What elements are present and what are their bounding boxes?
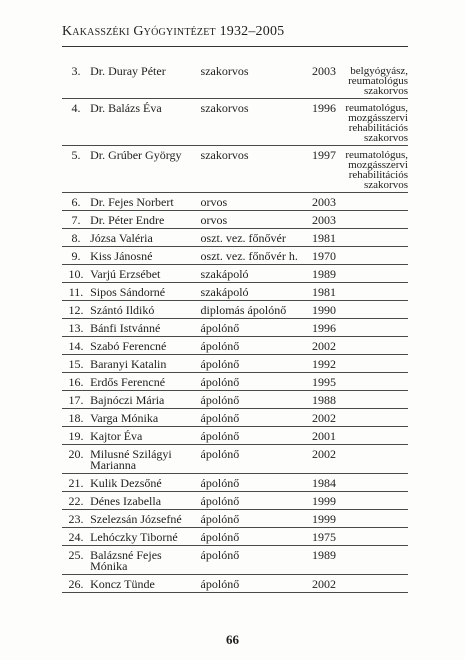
row-name: Lehóczky Tiborné: [90, 528, 200, 546]
table-row: [62, 492, 408, 510]
row-name: Bánfi Istvánné: [90, 319, 200, 337]
row-number: 10.: [62, 265, 90, 283]
table-row: [62, 546, 408, 575]
row-note: [345, 575, 408, 593]
row-number: 21.: [62, 474, 90, 492]
row-role: ápolónő: [201, 391, 303, 409]
row-number: 14.: [62, 337, 90, 355]
table-row: [62, 193, 408, 211]
running-header: [62, 24, 284, 40]
row-note: belgyógyász, reumatológus szakorvos: [345, 62, 408, 99]
row-number: 7.: [62, 211, 90, 229]
row-number: 13.: [62, 319, 90, 337]
row-number: 5.: [62, 146, 90, 193]
row-role: szakorvos: [201, 146, 303, 193]
row-number: 26.: [62, 575, 90, 593]
row-year: 1999: [303, 492, 346, 510]
table-row: [62, 474, 408, 492]
row-name: Baranyi Katalin: [90, 355, 200, 373]
row-number: 24.: [62, 528, 90, 546]
row-number: 25.: [62, 546, 90, 575]
header-years: 1932–2005: [219, 24, 285, 39]
row-role: oszt. vez. főnővér: [201, 229, 303, 247]
table-row: [62, 99, 408, 146]
row-name: Dr. Grúber György: [90, 146, 200, 193]
row-role: szakorvos: [201, 99, 303, 146]
row-note: [345, 492, 408, 510]
row-role: ápolónő: [201, 445, 303, 474]
row-year: 1988: [303, 391, 346, 409]
row-role: szakorvos: [201, 62, 303, 99]
row-number: 6.: [62, 193, 90, 211]
row-year: 1999: [303, 510, 346, 528]
row-note: [345, 193, 408, 211]
staff-table: [62, 62, 408, 593]
row-role: ápolónő: [201, 575, 303, 593]
row-note: [345, 528, 408, 546]
row-name: Balázsné Fejes Mónika: [90, 546, 200, 575]
row-name: Szabó Ferencné: [90, 337, 200, 355]
row-number: 8.: [62, 229, 90, 247]
row-number: 17.: [62, 391, 90, 409]
table-row: [62, 247, 408, 265]
row-role: ápolónő: [201, 528, 303, 546]
row-note: [345, 265, 408, 283]
row-year: 2002: [303, 445, 346, 474]
row-note: [345, 373, 408, 391]
header-title: Kakasszéki Gyógyintézet: [62, 24, 216, 39]
row-year: 2002: [303, 337, 346, 355]
row-year: 2001: [303, 427, 346, 445]
row-name: Dr. Péter Endre: [90, 211, 200, 229]
row-note: reumatológus, mozgásszervi rehabilitációs szakorvos: [345, 146, 408, 193]
row-year: 1981: [303, 283, 346, 301]
table-row: [62, 265, 408, 283]
row-name: Milusné Szilágyi Marianna: [90, 445, 200, 474]
row-role: szakápoló: [201, 283, 303, 301]
row-number: 23.: [62, 510, 90, 528]
table-row: [62, 229, 408, 247]
row-year: 1990: [303, 301, 346, 319]
row-role: ápolónő: [201, 474, 303, 492]
row-year: 2003: [303, 193, 346, 211]
row-note: [345, 247, 408, 265]
table-row: [62, 283, 408, 301]
row-note: [345, 445, 408, 474]
row-name: Józsa Valéria: [90, 229, 200, 247]
table-row: [62, 337, 408, 355]
table-row: [62, 409, 408, 427]
row-role: ápolónő: [201, 427, 303, 445]
table-row: [62, 445, 408, 474]
row-note: [345, 283, 408, 301]
table-row: [62, 211, 408, 229]
row-note: [345, 546, 408, 575]
row-role: oszt. vez. főnővér h.: [201, 247, 303, 265]
row-role: ápolónő: [201, 546, 303, 575]
table-row: [62, 510, 408, 528]
row-name: Erdős Ferencné: [90, 373, 200, 391]
table-row: [62, 528, 408, 546]
row-name: Szántó Ildikó: [90, 301, 200, 319]
row-role: ápolónő: [201, 373, 303, 391]
row-note: reumatológus, mozgásszervi rehabilitációs szakorvos: [345, 99, 408, 146]
row-number: 18.: [62, 409, 90, 427]
row-year: 1981: [303, 229, 346, 247]
row-role: ápolónő: [201, 355, 303, 373]
row-year: 1989: [303, 265, 346, 283]
row-note: [345, 474, 408, 492]
row-name: Varga Mónika: [90, 409, 200, 427]
row-role: szakápoló: [201, 265, 303, 283]
row-role: ápolónő: [201, 409, 303, 427]
row-role: ápolónő: [201, 319, 303, 337]
table-row: [62, 427, 408, 445]
table-row: [62, 319, 408, 337]
table-row: [62, 146, 408, 193]
row-role: orvos: [201, 193, 303, 211]
row-name: Dr. Balázs Éva: [90, 99, 200, 146]
row-year: 1996: [303, 99, 346, 146]
row-number: 4.: [62, 99, 90, 146]
row-name: Kulik Dezsőné: [90, 474, 200, 492]
row-number: 20.: [62, 445, 90, 474]
row-note: [345, 301, 408, 319]
row-number: 12.: [62, 301, 90, 319]
row-number: 19.: [62, 427, 90, 445]
row-name: Koncz Tünde: [90, 575, 200, 593]
row-role: ápolónő: [201, 492, 303, 510]
row-role: diplomás ápolónő: [201, 301, 303, 319]
row-name: Kajtor Éva: [90, 427, 200, 445]
table-row: [62, 355, 408, 373]
row-number: 22.: [62, 492, 90, 510]
row-year: 2002: [303, 409, 346, 427]
row-note: [345, 337, 408, 355]
row-name: Dr. Fejes Norbert: [90, 193, 200, 211]
row-number: 16.: [62, 373, 90, 391]
row-year: 1984: [303, 474, 346, 492]
row-name: Bajnóczi Mária: [90, 391, 200, 409]
table-row: [62, 391, 408, 409]
page-number: 66: [226, 632, 239, 647]
table-row: [62, 373, 408, 391]
row-note: [345, 211, 408, 229]
row-role: ápolónő: [201, 337, 303, 355]
row-number: 11.: [62, 283, 90, 301]
row-note: [345, 319, 408, 337]
row-year: 2002: [303, 575, 346, 593]
table-row: [62, 575, 408, 593]
header-rule: [62, 46, 408, 47]
row-number: 3.: [62, 62, 90, 99]
row-role: orvos: [201, 211, 303, 229]
row-name: Dénes Izabella: [90, 492, 200, 510]
row-name: Varjú Erzsébet: [90, 265, 200, 283]
row-role: ápolónő: [201, 510, 303, 528]
row-note: [345, 229, 408, 247]
table-row: [62, 301, 408, 319]
row-note: [345, 409, 408, 427]
row-note: [345, 510, 408, 528]
row-note: [345, 391, 408, 409]
row-name: Szelezsán Józsefné: [90, 510, 200, 528]
row-name: Dr. Duray Péter: [90, 62, 200, 99]
row-year: 1996: [303, 319, 346, 337]
row-name: Sipos Sándorné: [90, 283, 200, 301]
row-note: [345, 355, 408, 373]
row-year: 1970: [303, 247, 346, 265]
row-number: 15.: [62, 355, 90, 373]
row-year: 1989: [303, 546, 346, 575]
staff-table-body: [62, 62, 408, 593]
row-number: 9.: [62, 247, 90, 265]
table-row: [62, 62, 408, 99]
row-note: [345, 427, 408, 445]
row-year: 2003: [303, 211, 346, 229]
row-year: 1995: [303, 373, 346, 391]
row-year: 2003: [303, 62, 346, 99]
row-name: Kiss Jánosné: [90, 247, 200, 265]
row-year: 1997: [303, 146, 346, 193]
row-year: 1992: [303, 355, 346, 373]
row-year: 1975: [303, 528, 346, 546]
